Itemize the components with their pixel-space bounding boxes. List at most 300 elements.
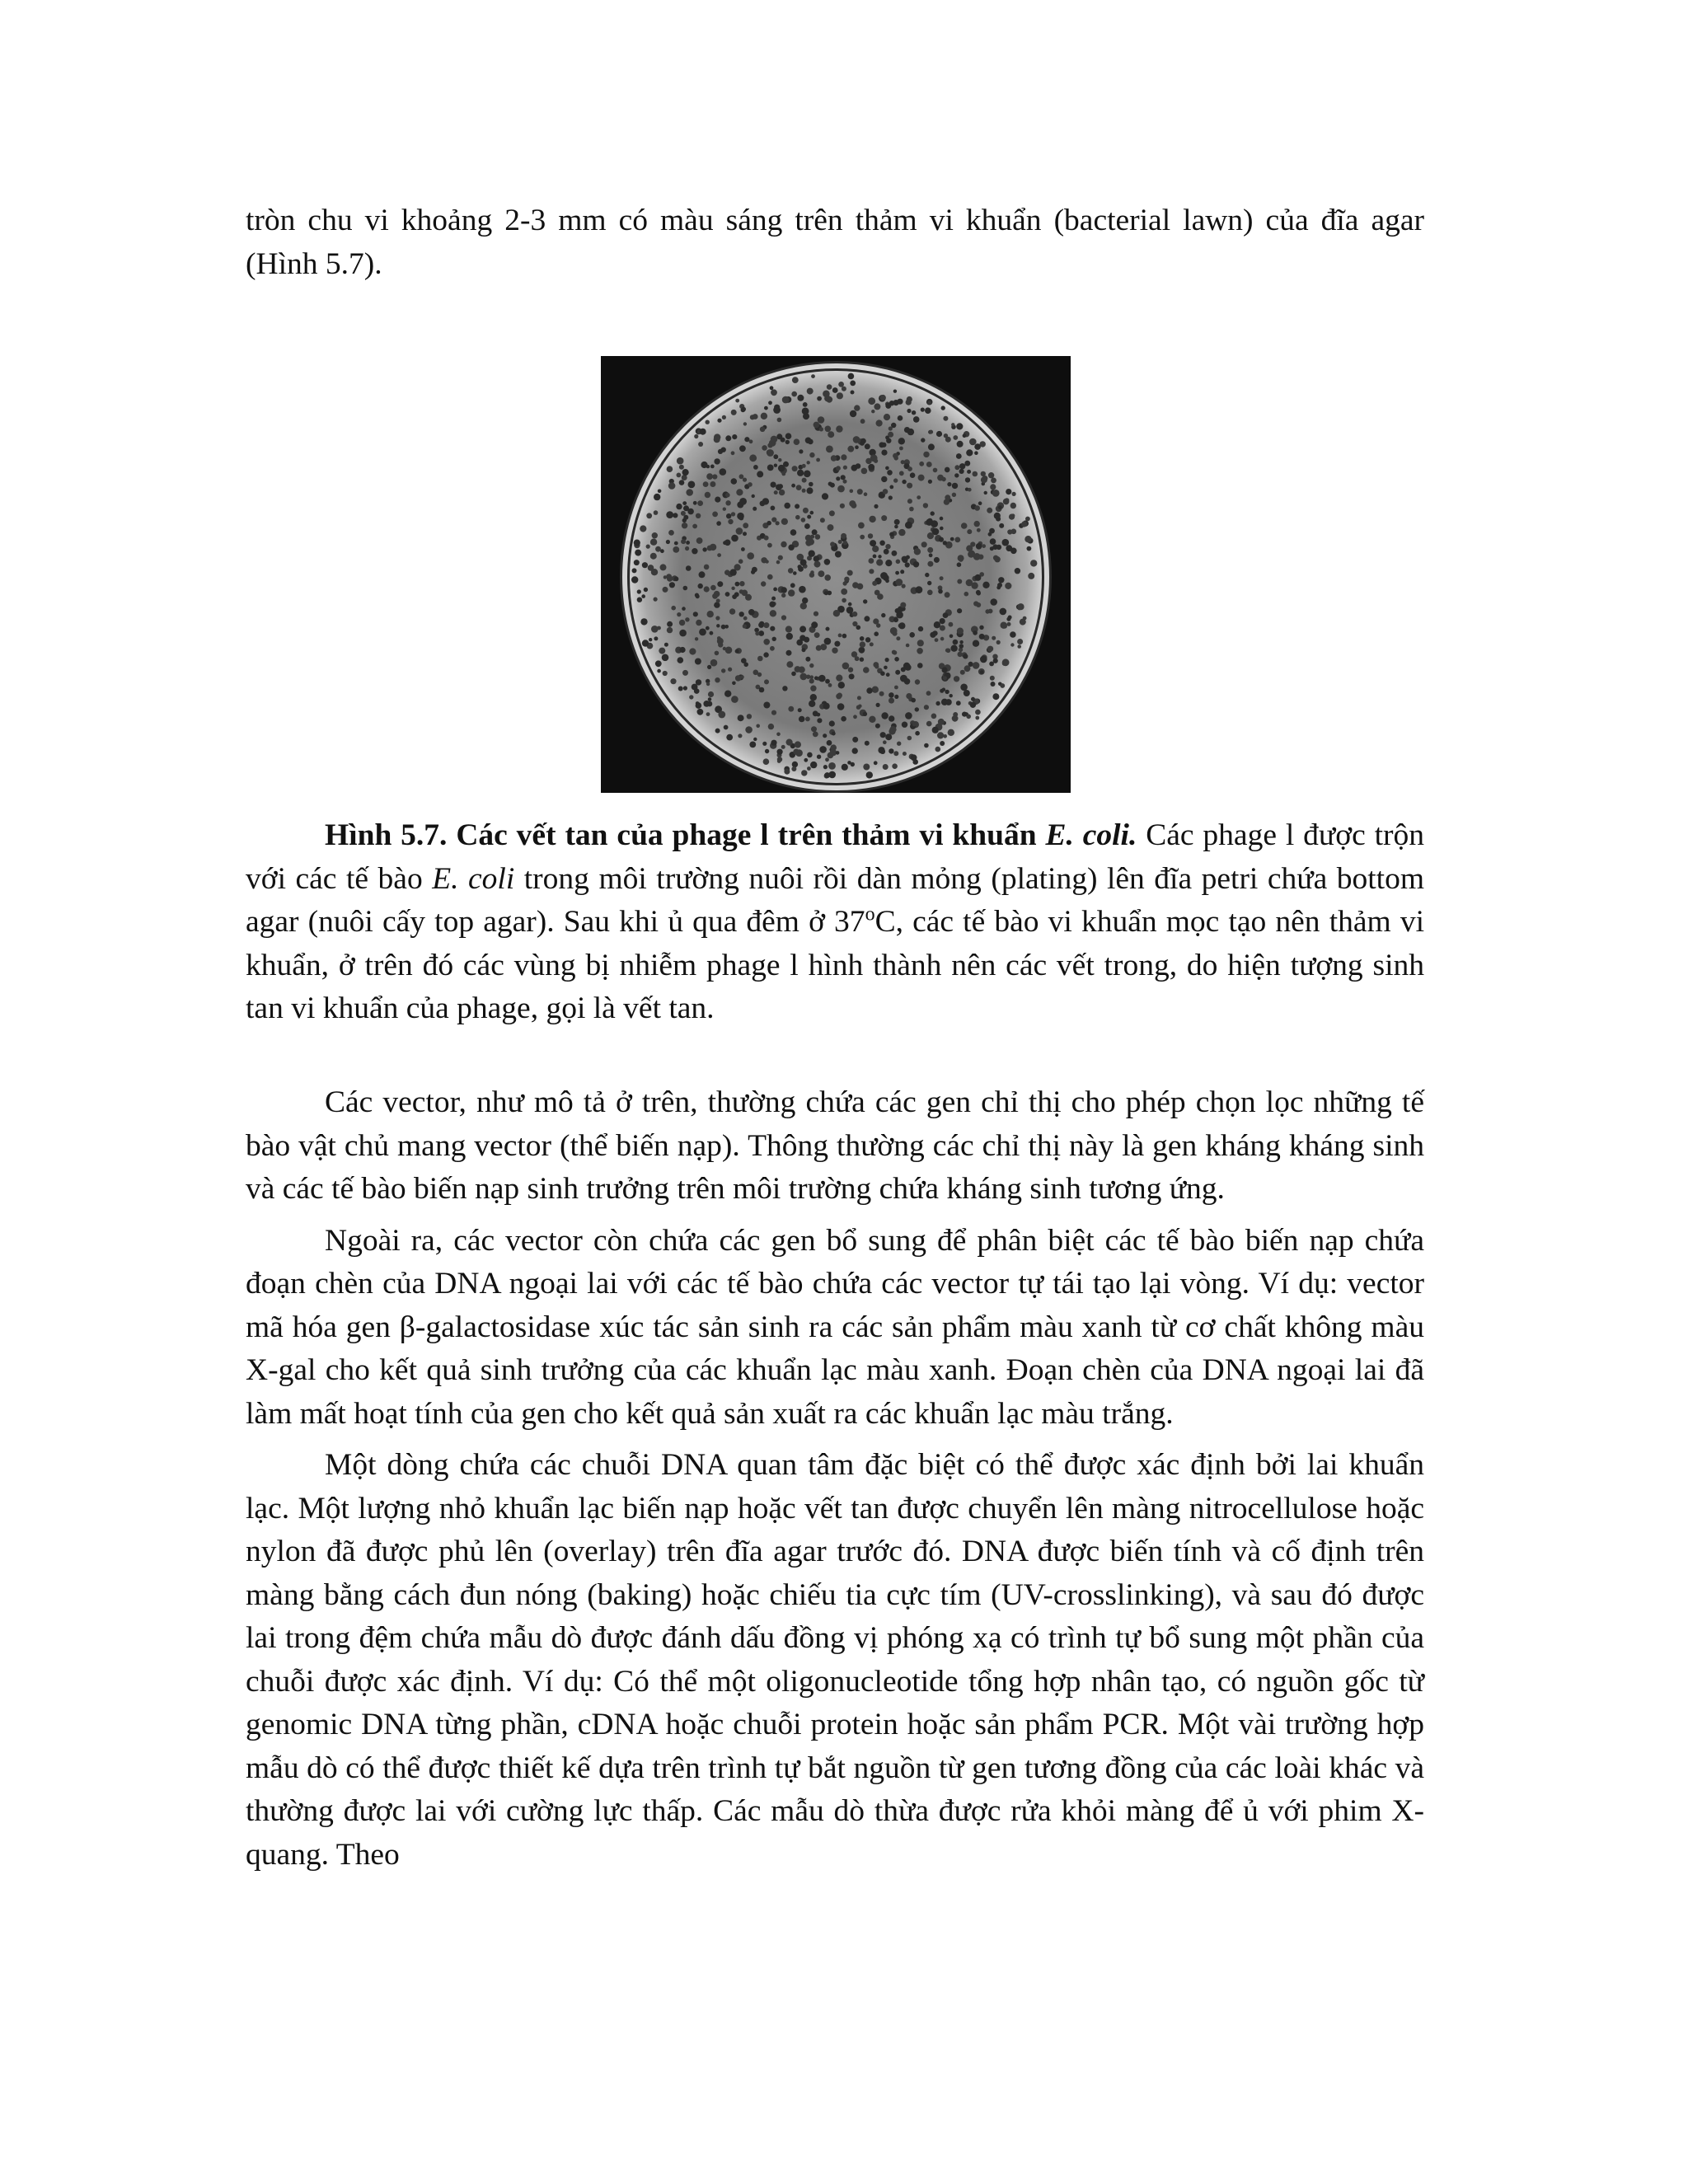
plaque-spot [777,759,781,763]
plaque-spot [905,522,912,529]
paragraph: Các vector, như mô tả ở trên, thường chứa các gen chỉ thị cho phép chọn lọc những tế bào vật chủ mang vector (thể biến nạp). Thông thường các chỉ thị này là gen kháng kháng sinh và các tế bào biến nạp sinh trưởng trên môi trường chứa kháng sinh tương ứng. [246,1085,1424,1206]
plaque-spot [696,513,701,518]
plaque-spot [927,547,933,553]
plaque-spot [810,686,816,691]
plaque-spot [774,405,780,410]
plaque-spot [875,724,880,729]
plaque-spot [825,426,832,433]
plaque-spot [809,482,814,487]
plaque-spot [801,518,806,523]
plaque-spot [807,752,813,758]
plaque-spot [945,649,950,653]
plaque-spot [925,407,931,414]
plaque-spot [889,532,894,537]
plaque-spot [728,668,732,672]
plaque-spot [974,443,981,450]
plaque-spot [677,473,682,478]
plaque-spot [705,492,710,498]
plaque-spot [940,527,944,531]
plaque-spot [765,749,769,753]
plaque-spot [889,715,894,721]
plaque-spot [980,656,987,663]
plaque-spot [662,654,669,662]
plaque-spot [651,569,658,575]
plaque-spot [752,567,757,573]
plaque-spot [649,638,652,641]
plaque-spot [763,652,768,657]
plaque-spot [1021,521,1027,527]
plaque-spot [768,724,774,729]
plaque-spot [874,403,880,410]
plaque-spot [927,581,931,585]
plaque-spot [797,470,804,476]
plaque-spot [940,517,944,521]
plaque-spot [917,648,923,654]
plaque-spot [915,731,920,736]
plaque-spot [954,676,959,682]
plaque-spot [934,621,940,628]
plaque-spot [837,392,843,399]
plaque-spot [717,553,721,557]
plaque-spot [937,732,944,738]
plaque-spot [803,402,808,407]
plaque-spot [767,449,774,457]
plaque-spot [743,624,747,628]
plaque-spot [933,468,938,473]
plaque-spot [817,396,822,401]
plaque-spot [886,673,890,677]
plaque-spot [941,405,945,410]
plaque-spot [767,574,773,580]
plaque-spot [956,701,961,705]
plaque-spot [902,480,906,484]
plaque-spot [831,455,837,461]
plaque-spot [671,606,676,611]
plaque-spot [792,377,799,383]
plaque-spot [960,684,968,691]
plaque-spot [843,581,847,585]
plaque-spot [982,476,988,481]
plaque-spot [876,419,883,426]
plaque-spot [816,458,820,462]
plaque-spot [883,764,889,770]
plaque-spot [855,656,860,661]
plaque-spot [682,670,688,676]
plaque-spot [945,592,950,598]
plaque-spot [676,504,682,509]
plaque-spot [654,510,659,515]
plaque-spot [731,512,735,516]
plaque-spot [902,722,907,728]
plaque-spot [966,715,971,719]
plaque-spot [917,663,923,668]
plaque-spot [828,591,832,596]
plaque-spot [668,530,674,536]
plaque-spot [847,446,854,452]
plaque-spot [682,501,687,505]
paragraph: Ngoài ra, các vector còn chứa các gen bổ sung để phân biệt các tế bào biến nạp chứa đoạn chèn của DNA ngoại lai với các tế bào chứa các vector tự tái tạo lại vòng. Ví dụ: vector mã hóa gen β-galactosidase xúc tác sản sinh ra các sản phẩm màu xanh từ cơ chất không màu X-gal cho kết quả sinh trưởng của các khuẩn lạc màu xanh. Đoạn chèn của DNA ngoại lai đã làm mất hoạt tính của gen cho kết quả sản xuất ra các khuẩn lạc màu trắng. [246,1223,1424,1431]
plaque-spot [809,701,815,707]
plaque-spot [776,733,781,737]
plaque-spot [959,644,964,649]
plaque-spot [715,651,720,656]
plaque-spot [807,388,814,395]
plaque-spot [731,410,737,415]
plaque-spot [678,687,683,691]
plaque-spot [873,662,879,668]
plaque-spot [893,631,898,636]
plaque-spot [748,609,755,616]
plaque-spot [999,523,1004,528]
plaque-spot [803,508,809,513]
plaque-spot [714,436,720,443]
plaque-spot [953,640,959,645]
petri-dish-plaques-photo [601,356,1071,793]
plaque-spot [666,540,670,544]
plaque-spot [965,477,970,482]
plaque-spot [788,545,794,551]
plaque-spot [958,555,964,561]
plaque-spot [781,518,788,525]
plaque-spot [791,484,795,488]
plaque-spot [739,516,744,521]
plaque-spot [732,594,737,599]
plaque-spot [696,702,702,709]
plaque-spot [959,463,965,469]
plaque-spot [841,475,846,480]
plaque-spot [657,669,661,673]
plaque-spot [943,676,947,680]
plaque-spot [805,717,810,722]
plaque-spot [926,721,932,727]
body-text [246,1081,1424,1877]
plaque-spot [992,544,998,550]
plaque-spot [987,508,992,513]
plaque-spot [893,453,898,459]
plaque-spot [824,638,832,645]
plaque-spot [819,427,823,431]
plaque-spot [868,533,873,538]
plaque-spot [836,466,841,471]
plaque-spot [907,466,912,471]
plaque-spot [843,466,847,470]
plaque-spot [975,710,981,715]
plaque-spot [847,570,853,576]
plaque-spot [968,551,974,557]
plaque-spot [725,592,730,597]
plaque-spot [827,384,832,390]
plaque-spot [832,387,838,393]
plaque-spot [771,389,777,396]
plaque-spot [732,682,736,686]
plaque-spot [797,395,804,401]
plaque-spot [749,439,753,443]
plaque-spot [913,416,920,423]
plaque-spot [792,762,798,767]
plaque-spot [945,437,951,443]
plaque-spot [741,547,745,551]
plaque-spot [679,480,685,485]
plaque-spot [892,763,898,769]
plaque-spot [697,500,703,506]
plaque-spot [712,593,718,599]
plaque-spot [634,540,640,546]
plaque-spot [752,494,755,498]
plaque-spot [741,407,746,412]
plaque-spot [865,443,870,449]
plaque-spot [901,667,906,672]
plaque-spot [781,745,785,749]
plaque-spot [967,529,972,534]
plaque-spot [743,422,747,425]
plaque-spot [631,576,638,583]
plaque-spot [725,500,730,505]
plaque-spot [669,582,675,588]
plaque-spot [695,658,701,665]
plaque-spot [823,765,828,769]
plaque-spot [894,686,898,690]
plaque-spot [666,511,673,518]
plaque-spot [715,677,720,682]
plaque-spot [1010,643,1014,646]
plaque-spot [644,588,648,592]
plaque-spot [994,513,1001,519]
plaque-spot [842,598,846,603]
plaque-spot [710,585,716,591]
plaque-spot [974,505,980,511]
plaque-spot [836,675,842,682]
plaque-spot [650,539,657,546]
plaque-spot [660,564,667,570]
plaque-spot [823,391,830,398]
plaque-spot [808,439,814,445]
plaque-spot [1011,529,1017,535]
plaque-spot [957,628,964,635]
plaque-spot [716,521,721,526]
plaque-spot [889,495,893,499]
plaque-spot [929,430,933,434]
plaque-spot [852,748,858,753]
plaque-spot [706,473,713,480]
plaque-spot [964,461,970,466]
plaque-spot [770,610,776,616]
plaque-spot [1025,536,1031,542]
plaque-spot [918,626,923,631]
continuation-paragraph: tròn chu vi khoảng 2-3 mm có màu sáng trên thảm vi khuẩn (bacterial lawn) của đĩa agar (Hình 5.7). [246,204,1424,281]
plaque-spot [767,543,772,548]
plaque-spot [979,634,985,640]
plaque-spot [692,548,697,554]
plaque-spot [693,612,698,616]
plaque-spot [931,714,937,719]
plaque-spot [731,696,738,703]
plaque-spot [785,440,790,444]
plaque-spot [998,577,1004,583]
plaque-spot [689,648,696,654]
plaque-spot [964,690,970,696]
plaque-spot [911,754,917,761]
plaque-spot [975,716,979,720]
plaque-spot [674,541,678,546]
plaque-spot [992,636,996,640]
plaque-spot [893,751,898,756]
plaque-spot [770,646,775,651]
plaque-spot [809,551,815,557]
plaque-spot [724,725,729,730]
plaque-spot [1025,517,1030,522]
plaque-spot [771,482,776,488]
plaque-spot [762,742,767,746]
plaque-spot [694,434,698,438]
plaque-spot [894,695,898,699]
paragraph: Một dòng chứa các chuỗi DNA quan tâm đặc biệt có thể được xác định bởi lai khuẩn lạc. Một lượng nhỏ khuẩn lạc biến nạp hoặc vết tan được chuyển lên màng nitrocellulose hoặc nylon đã được phủ lên (overlay) trên đĩa agar trước đó. DNA được biến tính và cố định trên màng bằng cách đun nóng (baking) hoặc chiếu tia cực tím (UV-crosslinking), và sau đó được lai trong đệm chứa mẫu dò được đánh dấu đồng vị phóng xạ có trình tự bổ sung một phần của chuỗi được xác định. Ví dụ: Có thể một oligonucleotide tổng hợp nhân tạo, có nguồn gốc từ genomic DNA từng phần, cDNA hoặc chuỗi protein hoặc sản phẩm PCR. Một vài trường hợp mẫu dò có thể được thiết kế dựa trên trình tự bắt nguồn từ gen tương đồng của các loài khác và thường được lai với cường lực thấp. Các mẫu dò thừa được rửa khỏi màng để ủ với phim X-quang. Theo [246,1448,1424,1872]
plaque-spot [879,541,885,546]
plaque-spot [725,493,730,498]
plaque-spot [850,490,854,494]
plaque-spot [990,598,997,606]
plaque-spot [860,535,865,540]
plaque-spot [885,403,891,409]
plaque-spot [717,581,723,587]
plaque-spot [874,459,878,463]
plaque-spot [720,468,727,476]
plaque-spot [863,667,870,673]
plaque-spot [927,561,933,567]
plaque-spot [795,504,799,509]
plaque-spot [743,663,748,668]
plaque-spot [894,525,898,529]
plaque-spot [729,569,736,575]
plaque-spot [917,640,924,646]
plaque-spot [964,665,971,672]
plaque-spot [731,478,738,485]
plaque-spot [852,621,857,626]
plaque-spot [1000,683,1005,688]
plaque-spot [905,712,912,719]
plaque-spot [823,733,827,738]
plaque-spot [869,558,874,564]
plaque-spot [764,406,768,410]
plaque-spot [747,552,754,560]
plaque-spot [745,726,753,733]
plaque-spot [749,454,757,462]
plaque-spot [743,532,747,536]
plaque-spot [898,438,905,444]
plaque-spot [735,582,740,587]
plaque-spot [844,577,849,582]
plaque-spot [873,555,877,559]
plaque-spot [988,472,994,478]
plaque-spot [762,445,767,451]
plaque-spot [738,559,743,564]
plaque-spot [755,631,759,635]
plaque-spot [924,705,929,710]
plaque-spot [870,642,874,646]
plaque-spot [725,647,733,654]
plaque-spot [924,743,929,748]
plaque-spot [985,609,989,613]
plaque-spot [836,751,840,755]
plaque-spot [771,740,776,746]
plaque-spot [683,686,687,690]
plaque-spot [710,544,716,551]
plaque-spot [825,757,829,762]
plaque-spot [764,679,769,684]
plaque-spot [872,546,879,552]
plaque-spot [843,480,847,484]
plaque-spot [757,471,763,477]
plaque-spot [892,551,898,556]
plaque-spot [763,622,769,628]
plaque-spot [640,525,646,532]
plaque-spot [971,582,978,588]
plaque-spot [950,694,953,697]
plaque-spot [897,399,903,405]
plaque-spot [872,687,879,693]
plaque-spot [842,764,848,771]
plaque-spot [786,739,793,746]
plaque-spot [667,627,673,633]
plaque-spot [868,464,874,471]
plaque-spot [799,449,803,453]
plaque-spot [810,694,817,701]
plaque-spot [949,622,954,627]
plaque-spot [898,415,903,421]
plaque-spot [739,612,744,616]
plaque-spot [635,550,641,556]
plaque-spot [770,626,775,631]
plaque-spot [729,608,735,614]
plaque-spot [874,504,878,509]
plaque-spot [836,425,842,432]
plaque-spot [809,678,814,683]
plaque-spot [762,498,769,504]
plaque-spot [973,471,978,477]
plaque-spot [753,507,757,511]
plaque-spot [781,593,785,598]
plaque-spot [832,732,836,736]
plaque-spot [973,640,979,647]
plaque-spot [826,627,830,631]
plaque-spot [674,577,679,582]
plaque-spot [760,427,766,433]
plaque-spot [838,634,842,638]
plaque-spot [773,454,778,459]
plaque-spot [703,701,710,707]
plaque-spot [824,559,831,565]
plaque-spot [724,540,731,546]
plaque-spot [732,434,737,439]
plaque-spot [868,397,875,405]
plaque-spot [880,749,885,754]
plaque-spot [814,561,821,568]
plaque-spot [1001,622,1007,629]
plaque-spot [736,527,743,535]
plaque-spot [990,676,995,681]
plaque-spot [802,598,808,603]
plaque-spot [991,682,996,687]
plaque-spot [885,544,890,549]
plaque-spot [767,465,774,471]
plaque-spot [849,500,856,507]
plaque-spot [899,447,903,451]
plaque-spot [773,588,777,592]
plaque-spot [991,478,996,484]
plaque-spot [909,632,915,638]
plaque-spot [800,673,808,681]
plaque-spot [1005,583,1011,589]
plaque-spot [778,484,783,489]
